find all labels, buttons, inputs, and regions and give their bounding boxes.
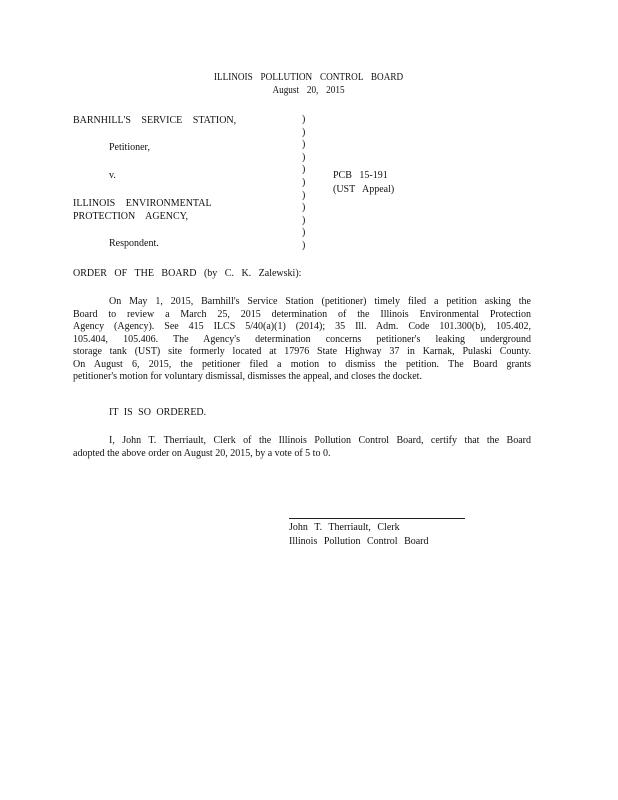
so-ordered: IT IS SO ORDERED.	[109, 407, 207, 418]
paragraph-line: On August 6, 2015, the petitioner filed a motion to dismiss the petition. The Board grants	[73, 358, 531, 370]
paragraph-line: storage tank (UST) site formerly located at 17976 State Highway 37 in Karnak, Pulaski County.	[73, 346, 531, 357]
paragraph-line: 105.404, 105.406. The Agency's determination concerns petitioner's leaking underground	[73, 333, 531, 345]
paragraph-line: I, John T. Therriault, Clerk of the Illinois Pollution Control Board, certify that the Board	[109, 435, 531, 446]
paragraph-line: Agency (Agency). See 415 ILCS 5/40(a)(1) (2014); 35 Ill. Adm. Code 101.300(b), 105.402,	[73, 321, 531, 332]
respondent-name-line1: ILLINOIS ENVIRONMENTAL	[73, 198, 212, 209]
petitioner-role: Petitioner,	[109, 142, 150, 153]
order-date: August 20, 2015	[272, 85, 345, 96]
paragraph-line: adopted the above order on August 20, 2015, by a vote of 5 to 0.	[73, 447, 331, 459]
order-heading: ORDER OF THE BOARD (by C. K. Zalewski):	[73, 268, 302, 279]
case-number: PCB 15-191	[333, 170, 388, 181]
respondent-role: Respondent.	[109, 238, 159, 249]
caption-parentheses: ) ) ) ) ) ) ) ) ) ) )	[302, 114, 306, 251]
board-title: ILLINOIS POLLUTION CONTROL BOARD	[213, 72, 404, 83]
order-paragraph	[73, 296, 531, 384]
paragraph-line: Board to review a March 25, 2015 determination of the Illinois Environmental Protection	[73, 308, 531, 320]
respondent-name-line2: PROTECTION AGENCY,	[73, 211, 189, 222]
signatory-name: John T. Therriault, Clerk	[289, 522, 400, 533]
paragraph-line: On May 1, 2015, Barnhill's Service Station (petitioner) timely filed a petition asking the	[109, 296, 531, 307]
petitioner-name: BARNHILL'S SERVICE STATION,	[73, 115, 237, 126]
certification-paragraph	[73, 435, 531, 460]
case-type: (UST Appeal)	[333, 184, 395, 195]
paragraph-line: petitioner's motion for voluntary dismissal, dismisses the appeal, and closes the docket.	[73, 371, 422, 382]
signature-line	[289, 518, 465, 519]
signatory-organization: Illinois Pollution Control Board	[289, 536, 429, 547]
versus: v.	[109, 170, 116, 181]
